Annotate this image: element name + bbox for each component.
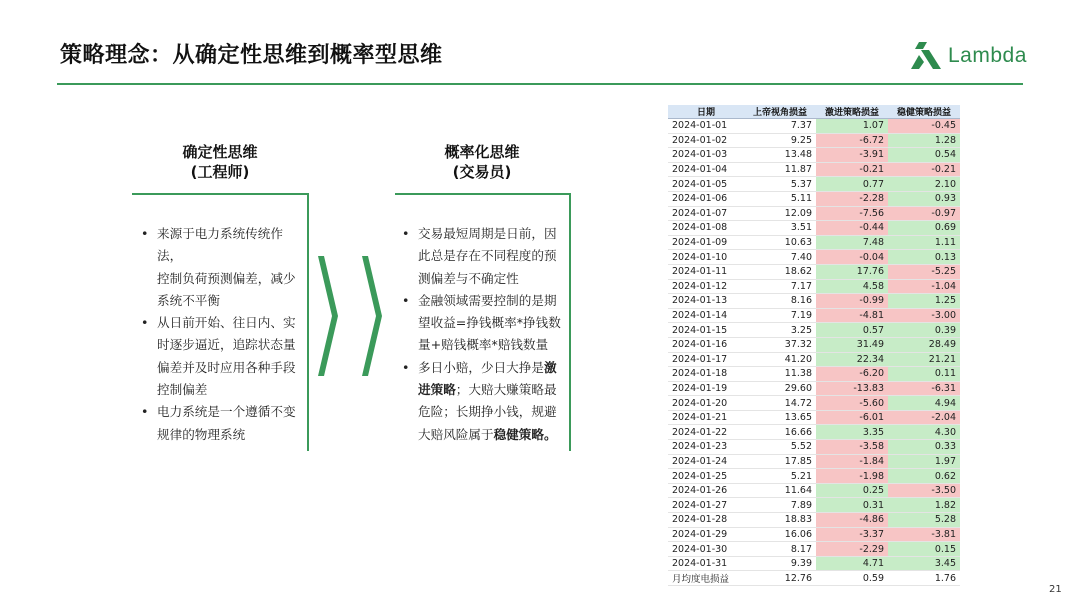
cell-date: 2024-01-04	[668, 162, 744, 177]
cell-date: 2024-01-02	[668, 133, 744, 148]
table-row	[668, 264, 960, 279]
cell-aggressive: -6.20	[816, 367, 888, 382]
cell-aggressive: 1.07	[816, 119, 888, 134]
cell-date: 2024-01-12	[668, 279, 744, 294]
cell-god-view: 11.64	[744, 483, 816, 498]
cell-god-view: 5.11	[744, 191, 816, 206]
cell-god-view: 9.25	[744, 133, 816, 148]
right-bullet-list	[402, 223, 567, 446]
cell-robust: 1.25	[888, 294, 960, 309]
cell-god-view: 11.38	[744, 367, 816, 382]
cell-robust: 5.28	[888, 513, 960, 528]
cell-date: 2024-01-09	[668, 235, 744, 250]
table-row	[668, 352, 960, 367]
cell-robust: 0.13	[888, 250, 960, 265]
cell-god-view: 8.16	[744, 294, 816, 309]
cell-god-view: 13.65	[744, 410, 816, 425]
right-heading-title: 概率化思维	[444, 143, 520, 161]
cell-date: 2024-01-08	[668, 221, 744, 236]
cell-date: 2024-01-07	[668, 206, 744, 221]
table-row	[668, 221, 960, 236]
cell-date: 2024-01-24	[668, 454, 744, 469]
table-row	[668, 133, 960, 148]
cell-aggressive: -6.72	[816, 133, 888, 148]
cell-god-view: 3.51	[744, 221, 816, 236]
table-row	[668, 177, 960, 192]
cell-robust: -0.21	[888, 162, 960, 177]
cell-aggressive: 0.57	[816, 323, 888, 338]
cell-god-view: 7.40	[744, 250, 816, 265]
table-row	[668, 527, 960, 542]
cell-robust: 1.28	[888, 133, 960, 148]
table-row	[668, 425, 960, 440]
cell-robust: 0.33	[888, 440, 960, 455]
cell-god-view: 37.32	[744, 337, 816, 352]
cell-aggressive: -7.56	[816, 206, 888, 221]
summary-robust: 1.76	[888, 571, 960, 586]
cell-date: 2024-01-19	[668, 381, 744, 396]
cell-date: 2024-01-17	[668, 352, 744, 367]
table-row	[668, 148, 960, 163]
table-row	[668, 250, 960, 265]
cell-robust: 4.30	[888, 425, 960, 440]
cell-robust: 0.39	[888, 323, 960, 338]
cell-robust: 0.11	[888, 367, 960, 382]
cell-aggressive: -3.58	[816, 440, 888, 455]
cell-god-view: 9.39	[744, 556, 816, 571]
header-date: 日期	[668, 105, 744, 119]
slide-title: 策略理念：从确定性思维到概率型思维	[60, 43, 443, 68]
right-bullet-1: • 交易最短周期是日前，因 此总是存在不同程度的预 测偏差与不确定性	[402, 226, 557, 286]
cell-aggressive: 17.76	[816, 264, 888, 279]
cell-robust: -0.97	[888, 206, 960, 221]
table-row	[668, 337, 960, 352]
table-row	[668, 162, 960, 177]
cell-aggressive: -13.83	[816, 381, 888, 396]
cell-date: 2024-01-10	[668, 250, 744, 265]
summary-row	[668, 571, 960, 586]
cell-aggressive: -0.21	[816, 162, 888, 177]
cell-robust: 1.11	[888, 235, 960, 250]
cell-god-view: 7.37	[744, 119, 816, 134]
left-bracket-side	[307, 193, 309, 451]
cell-date: 2024-01-31	[668, 556, 744, 571]
cell-robust: 28.49	[888, 337, 960, 352]
right-heading-subtitle: (交易员)	[452, 163, 512, 181]
left-heading-title: 确定性思维	[182, 143, 258, 161]
table-row	[668, 396, 960, 411]
table-row	[668, 235, 960, 250]
cell-aggressive: -1.98	[816, 469, 888, 484]
cell-god-view: 13.48	[744, 148, 816, 163]
lambda-logo-icon	[910, 42, 942, 70]
table-header-row	[668, 105, 960, 119]
table-row	[668, 381, 960, 396]
cell-aggressive: -0.99	[816, 294, 888, 309]
cell-robust: 21.21	[888, 352, 960, 367]
right-bullet-3: • 多日小赔，少日大挣是激 进策略；大赔大赚策略最 危险；长期挣小钱，规避 大赔风险属于稳健策略。	[402, 359, 557, 442]
cell-aggressive: 4.71	[816, 556, 888, 571]
cell-god-view: 10.63	[744, 235, 816, 250]
cell-robust: -3.81	[888, 527, 960, 542]
lambda-logo	[910, 42, 1027, 70]
table-row	[668, 483, 960, 498]
table-row	[668, 556, 960, 571]
cell-date: 2024-01-11	[668, 264, 744, 279]
cell-robust: 4.94	[888, 396, 960, 411]
right-heading	[422, 142, 542, 182]
right-bracket-top	[395, 193, 571, 195]
cell-aggressive: 4.58	[816, 279, 888, 294]
cell-date: 2024-01-05	[668, 177, 744, 192]
left-bullet-3: • 电力系统是一个遵循不变 规律的物理系统	[141, 404, 296, 442]
right-bracket-side	[569, 193, 571, 451]
cell-aggressive: 0.25	[816, 483, 888, 498]
cell-date: 2024-01-16	[668, 337, 744, 352]
cell-date: 2024-01-30	[668, 542, 744, 557]
cell-robust: 0.93	[888, 191, 960, 206]
cell-date: 2024-01-03	[668, 148, 744, 163]
table-row	[668, 279, 960, 294]
left-heading	[160, 142, 280, 182]
cell-robust: 3.45	[888, 556, 960, 571]
cell-aggressive: -3.37	[816, 527, 888, 542]
title-divider	[57, 83, 1023, 85]
cell-aggressive: 0.77	[816, 177, 888, 192]
cell-date: 2024-01-22	[668, 425, 744, 440]
left-heading-subtitle: (工程师)	[190, 163, 250, 181]
cell-aggressive: -1.84	[816, 454, 888, 469]
cell-god-view: 12.09	[744, 206, 816, 221]
logo-text: Lambda	[948, 44, 1027, 67]
cell-date: 2024-01-23	[668, 440, 744, 455]
cell-robust: 1.82	[888, 498, 960, 513]
cell-aggressive: -2.29	[816, 542, 888, 557]
cell-god-view: 5.52	[744, 440, 816, 455]
cell-aggressive: -0.04	[816, 250, 888, 265]
cell-god-view: 41.20	[744, 352, 816, 367]
cell-god-view: 16.66	[744, 425, 816, 440]
summary-label: 月均度电损益	[668, 571, 744, 586]
cell-date: 2024-01-18	[668, 367, 744, 382]
cell-robust: -5.25	[888, 264, 960, 279]
cell-robust: -1.04	[888, 279, 960, 294]
table-row	[668, 454, 960, 469]
cell-robust: -0.45	[888, 119, 960, 134]
table-row	[668, 119, 960, 134]
cell-aggressive: 31.49	[816, 337, 888, 352]
cell-god-view: 17.85	[744, 454, 816, 469]
cell-god-view: 18.83	[744, 513, 816, 528]
cell-aggressive: -2.28	[816, 191, 888, 206]
cell-aggressive: 0.31	[816, 498, 888, 513]
table-body	[668, 119, 960, 586]
cell-aggressive: 7.48	[816, 235, 888, 250]
right-bullet-2: • 金融领域需要控制的是期 望收益=挣钱概率*挣钱数 量+赔钱概率*赔钱数量	[402, 292, 561, 353]
cell-date: 2024-01-01	[668, 119, 744, 134]
cell-aggressive: 3.35	[816, 425, 888, 440]
cell-robust: -6.31	[888, 381, 960, 396]
cell-date: 2024-01-27	[668, 498, 744, 513]
strategy-pnl-table	[668, 105, 960, 586]
cell-god-view: 7.89	[744, 498, 816, 513]
cell-aggressive: -4.86	[816, 513, 888, 528]
cell-robust: 0.62	[888, 469, 960, 484]
cell-god-view: 16.06	[744, 527, 816, 542]
cell-date: 2024-01-28	[668, 513, 744, 528]
header-aggressive: 激进策略损益	[816, 105, 888, 119]
cell-god-view: 5.37	[744, 177, 816, 192]
cell-robust: 1.97	[888, 454, 960, 469]
cell-god-view: 7.17	[744, 279, 816, 294]
cell-god-view: 7.19	[744, 308, 816, 323]
cell-god-view: 8.17	[744, 542, 816, 557]
cell-god-view: 29.60	[744, 381, 816, 396]
cell-robust: 2.10	[888, 177, 960, 192]
cell-god-view: 18.62	[744, 264, 816, 279]
table-row	[668, 206, 960, 221]
table-row	[668, 191, 960, 206]
cell-robust: 0.15	[888, 542, 960, 557]
cell-aggressive: -5.60	[816, 396, 888, 411]
left-bullet-2: • 从日前开始、往日内、实 时逐步逼近，追踪状态量 偏差并及时应用各种手段 控制偏差	[141, 315, 296, 398]
cell-date: 2024-01-26	[668, 483, 744, 498]
table-row	[668, 323, 960, 338]
cell-god-view: 3.25	[744, 323, 816, 338]
summary-god-view: 12.76	[744, 571, 816, 586]
cell-robust: -3.00	[888, 308, 960, 323]
cell-aggressive: -3.91	[816, 148, 888, 163]
header-robust: 稳健策略损益	[888, 105, 960, 119]
cell-aggressive: -0.44	[816, 221, 888, 236]
cell-aggressive: 22.34	[816, 352, 888, 367]
cell-date: 2024-01-21	[668, 410, 744, 425]
table-row	[668, 440, 960, 455]
cell-date: 2024-01-29	[668, 527, 744, 542]
left-bullet-1: • 来源于电力系统传统作法， 控制负荷预测偏差，减少 系统不平衡	[141, 226, 296, 308]
table-row	[668, 513, 960, 528]
cell-date: 2024-01-20	[668, 396, 744, 411]
cell-god-view: 14.72	[744, 396, 816, 411]
table-row	[668, 542, 960, 557]
cell-date: 2024-01-25	[668, 469, 744, 484]
cell-robust: 0.54	[888, 148, 960, 163]
table-row	[668, 410, 960, 425]
table-row	[668, 308, 960, 323]
cell-aggressive: -4.81	[816, 308, 888, 323]
cell-date: 2024-01-15	[668, 323, 744, 338]
cell-robust: -2.04	[888, 410, 960, 425]
cell-god-view: 11.87	[744, 162, 816, 177]
cell-aggressive: -6.01	[816, 410, 888, 425]
cell-robust: -3.50	[888, 483, 960, 498]
left-bracket-top	[132, 193, 309, 195]
cell-date: 2024-01-06	[668, 191, 744, 206]
cell-god-view: 5.21	[744, 469, 816, 484]
table-row	[668, 469, 960, 484]
cell-date: 2024-01-13	[668, 294, 744, 309]
chevron-right-icon	[318, 256, 388, 376]
table-row	[668, 367, 960, 382]
table-row	[668, 498, 960, 513]
left-bullet-list	[141, 223, 306, 446]
table-row	[668, 294, 960, 309]
cell-robust: 0.69	[888, 221, 960, 236]
cell-date: 2024-01-14	[668, 308, 744, 323]
summary-aggressive: 0.59	[816, 571, 888, 586]
header-god-view: 上帝视角损益	[744, 105, 816, 119]
page-number: 21	[1049, 584, 1062, 595]
